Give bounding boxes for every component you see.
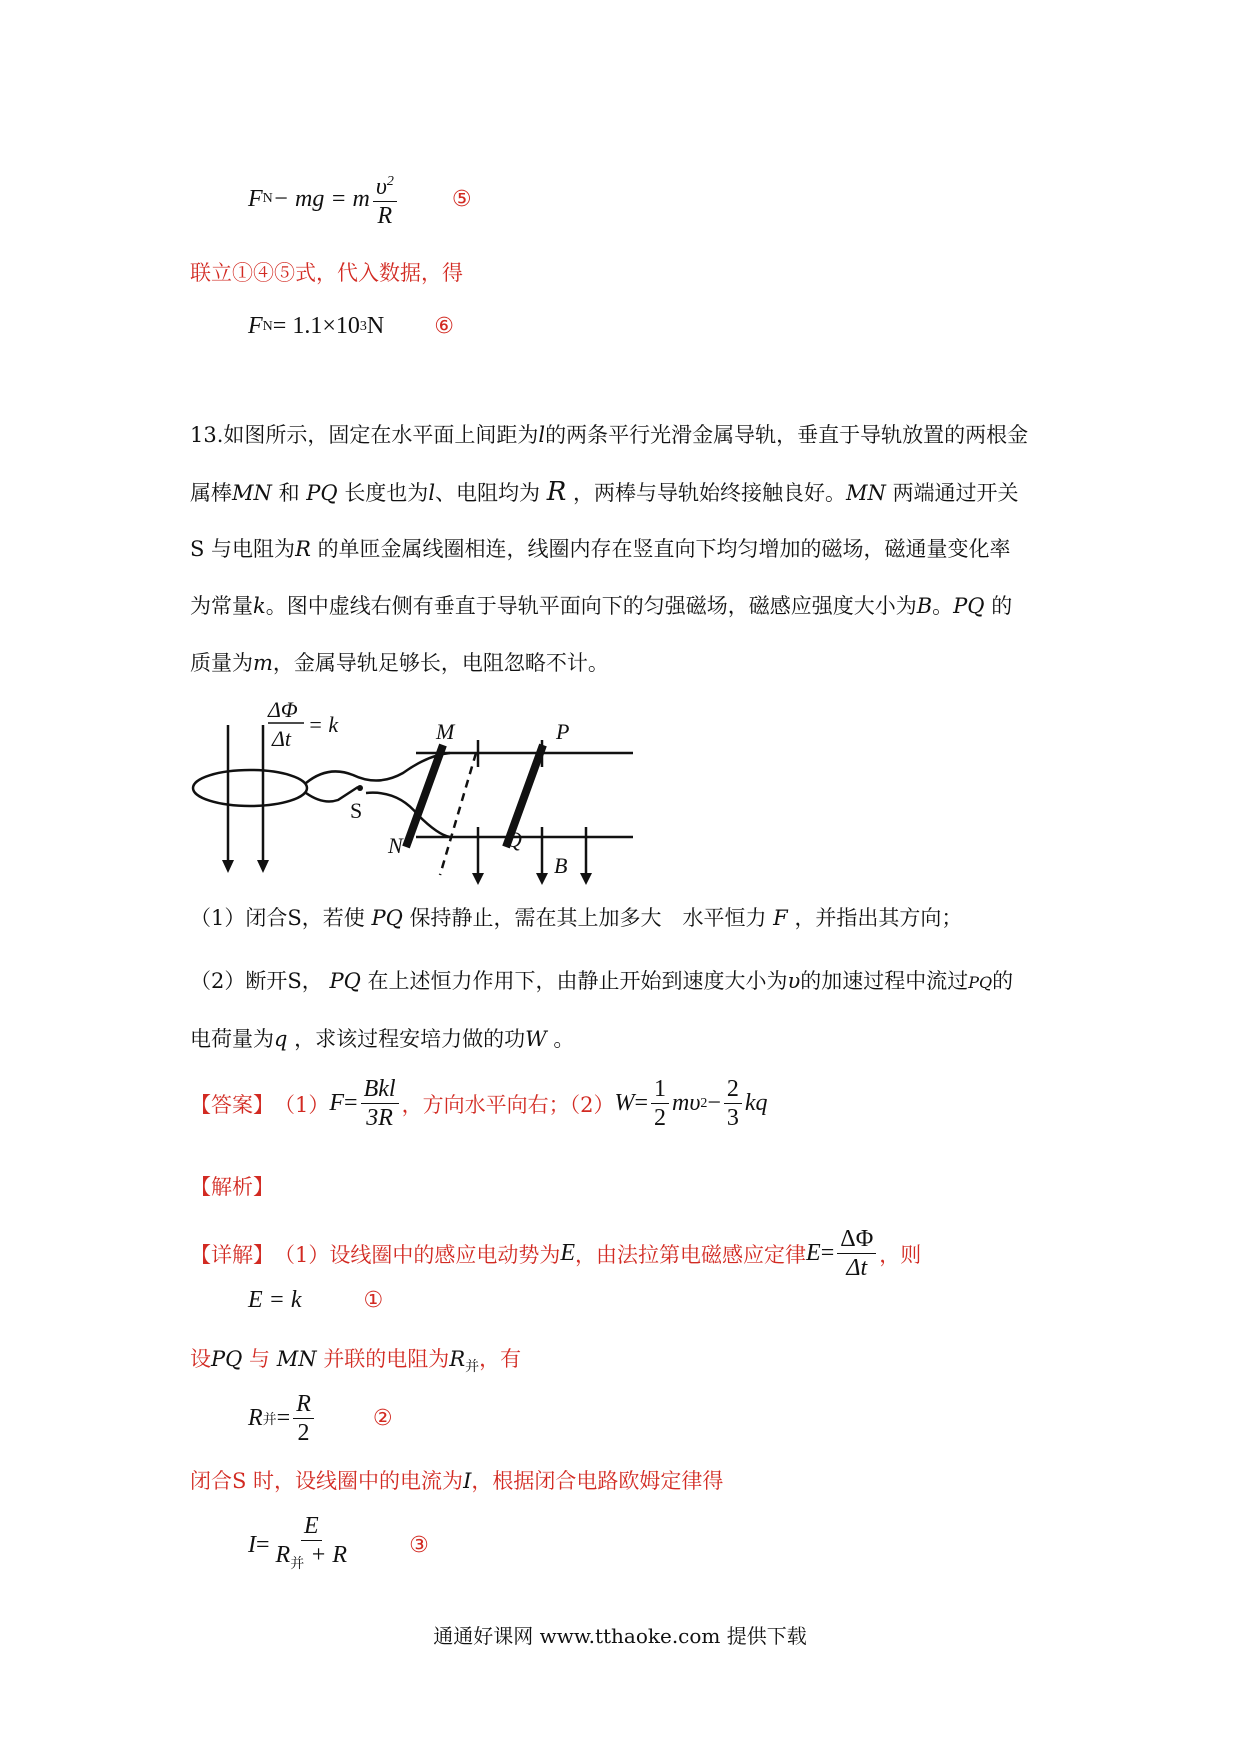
question-1: （1）闭合S，若使 PQ 保持静止，需在其上加多大 水平恒力 F ，并指出其方向； (190, 906, 963, 930)
combine-line: 联立①④⑤式，代入数据，得 (190, 261, 463, 285)
equation-tag: ⑤ (451, 186, 472, 212)
fraction: $\frac{\upsilon^2}{R}$ (373, 168, 397, 230)
problem-line-2: 属棒MN 和 PQ 长度也为l、电阻均为 R ，两棒与导轨始终接触良好。MN 两端通过开关 (190, 477, 1019, 507)
label-q: Q (506, 827, 522, 852)
equation-1: E = k ① (248, 1287, 384, 1313)
equation-5: F N − mg = m $\frac{\upsilon^2}{R}$ ⑤ (248, 168, 472, 230)
parallel-line: 设PQ 与 MN 并联的电阻为$R_并$，有 (190, 1347, 522, 1376)
answer-line: 【答案】 （1） F = $\frac{\text{Bkl}}{3R}$ ，方向水平向右；（2） W = $\frac{1}{2}$ mυ 2 − $\frac{2}{3}$ kq (190, 1076, 768, 1131)
current-line: 闭合S 时，设线圈中的电流为I，根据闭合电路欧姆定律得 (190, 1469, 724, 1493)
equation-tag: ⑥ (434, 314, 454, 339)
label-m: M (436, 719, 455, 744)
circuit-figure (188, 695, 648, 885)
question-2-cont: 电荷量为q ，求该过程安培力做的功W 。 (190, 1027, 575, 1051)
boundary-dashed-line (440, 753, 476, 875)
question-2: （2）断开S， PQ 在上述恒力作用下，由静止开始到速度大小为υ的加速过程中流过PQ的 (190, 969, 1014, 993)
flux-denominator: Δt (272, 726, 292, 751)
label-s: S (350, 798, 363, 823)
problem-line-4: 为常量k。图中虚线右侧有垂直于导轨平面向下的匀强磁场，磁感应强度大小为B。PQ 的 (190, 594, 1013, 618)
label-n: N (388, 833, 403, 858)
arrow-head (580, 873, 592, 885)
label-b: B (554, 853, 568, 878)
equation-6: F N = 1.1×10 3 N ⑥ (248, 313, 454, 339)
switch-contact (357, 785, 363, 791)
flux-numerator: ΔΦ (268, 697, 298, 722)
problem-line-5: 质量为m，金属导轨足够长，电阻忽略不计。 (190, 651, 609, 675)
equation-tag: ③ (409, 1532, 429, 1558)
arrow-head (257, 860, 269, 873)
flux-equals-k: = k (308, 712, 339, 737)
equation-2: R 并 = $\frac{R}{2}$ ② (248, 1391, 393, 1446)
coil-loop (193, 770, 307, 806)
equation-3: I = $\frac{E}{R_并 + R}$ ③ (248, 1513, 429, 1572)
label-p: P (556, 719, 570, 744)
problem-line-3: S 与电阻为R 的单匝金属线圈相连，线圈内存在竖直向下均匀增加的磁场，磁通量变化率 (190, 537, 1011, 561)
equation-tag: ① (363, 1288, 384, 1313)
problem-line-1: 13.如图所示，固定在水平面上间距为l的两条平行光滑金属导轨，垂直于导轨放置的两根金 (190, 423, 1029, 447)
detail-line: 【详解】 （1）设线圈中的感应电动势为 E ，由法拉第电磁感应定律 E = $\frac{\Delta\Phi}{\Delta t}$ ，则 (190, 1226, 922, 1281)
equation-tag: ② (372, 1406, 393, 1431)
arrow-head (472, 873, 484, 885)
page-footer: 通通好课网 www.tthaoke.com 提供下载 (433, 1624, 807, 1648)
analysis-heading: 【解析】 (190, 1175, 274, 1199)
arrow-head (536, 873, 548, 885)
arrow-head (222, 860, 234, 873)
